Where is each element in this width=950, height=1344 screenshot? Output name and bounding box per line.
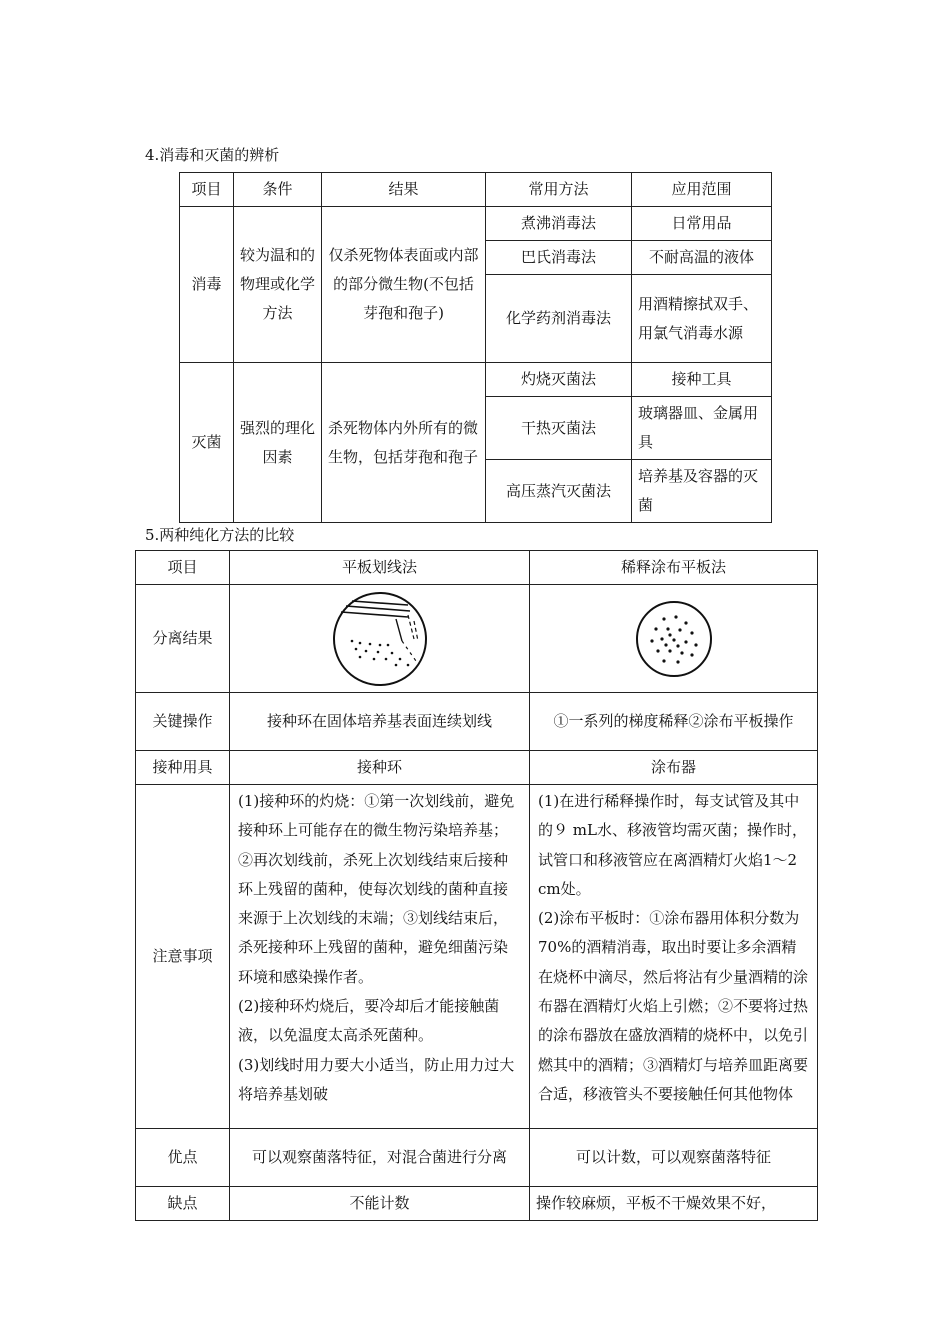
table-header-row <box>180 173 772 207</box>
method-cell: 煮沸消毒法 <box>486 207 632 241</box>
table-row <box>136 693 818 751</box>
streak-note-2: (2)接种环灼烧后，要冷却后才能接触菌液，以免温度太高杀死菌种。 <box>238 997 500 1045</box>
streak-note-3: (3)划线时用力要大小适当，防止用力过大将培养基划破 <box>238 1055 515 1103</box>
header-item: 项目 <box>136 551 230 585</box>
row-label: 分离结果 <box>136 585 230 693</box>
header-scope: 应用范围 <box>632 173 772 207</box>
scope-cell: 接种工具 <box>632 363 772 397</box>
header-spread: 稀释涂布平板法 <box>530 551 818 585</box>
table-row <box>136 751 818 785</box>
scope-cell: 培养基及容器的灭菌 <box>632 460 772 523</box>
scope-cell: 用酒精擦拭双手、用氯气消毒水源 <box>632 275 772 363</box>
method-cell: 巴氏消毒法 <box>486 241 632 275</box>
spread-tool: 涂布器 <box>530 751 818 785</box>
disinfection-label: 消毒 <box>180 207 234 363</box>
spread-pros: 可以计数，可以观察菌落特征 <box>530 1129 818 1187</box>
scope-cell: 不耐高温的液体 <box>632 241 772 275</box>
method-cell: 化学药剂消毒法 <box>486 275 632 363</box>
streak-plate-figure <box>230 585 530 693</box>
row-label: 关键操作 <box>136 693 230 751</box>
sterilization-condition: 强烈的理化因素 <box>234 363 322 523</box>
table-row <box>180 207 772 241</box>
row-label: 优点 <box>136 1129 230 1187</box>
row-label: 注意事项 <box>136 785 230 1129</box>
method-cell: 灼烧灭菌法 <box>486 363 632 397</box>
spread-note-1: (1)在进行稀释操作时，每支试管及其中的９ mL水、移液管均需灭菌；操作时，试管口和移液管应在离酒精灯火焰1～2 cm处。 <box>538 792 807 898</box>
disinfection-condition: 较为温和的物理或化学方法 <box>234 207 322 363</box>
sterilization-result: 杀死物体内外所有的微生物，包括芽孢和孢子 <box>322 363 486 523</box>
spread-plate-figure <box>530 585 818 693</box>
table-row <box>180 363 772 397</box>
method-cell: 高压蒸汽灭菌法 <box>486 460 632 523</box>
streak-cons: 不能计数 <box>230 1187 530 1221</box>
streak-key-op: 接种环在固体培养基表面连续划线 <box>230 693 530 751</box>
spread-notes <box>530 785 818 1129</box>
row-label: 缺点 <box>136 1187 230 1221</box>
table-row <box>136 1129 818 1187</box>
header-result: 结果 <box>322 173 486 207</box>
row-label: 接种用具 <box>136 751 230 785</box>
header-streak: 平板划线法 <box>230 551 530 585</box>
scope-cell: 日常用品 <box>632 207 772 241</box>
table-row <box>136 1187 818 1221</box>
spread-cons: 操作较麻烦，平板不干燥效果不好， <box>530 1187 818 1221</box>
scope-cell: 玻璃器皿、金属用具 <box>632 397 772 460</box>
disinfection-sterilization-table <box>179 172 772 523</box>
streak-pros: 可以观察菌落特征，对混合菌进行分离 <box>230 1129 530 1187</box>
streak-note-1: (1)接种环的灼烧：①第一次划线前，避免接种环上可能存在的微生物污染培养基；②再次划线前，杀死上次划线结束后接种环上残留的菌种，使每次划线的菌种直接来源于上次划线的末端；③划线结束后，杀死接种环上残留的菌种，避免细菌污染环境和感染操作者。 <box>238 792 515 986</box>
table-header-row <box>136 551 818 585</box>
purification-comparison-table <box>135 550 818 1221</box>
header-condition: 条件 <box>234 173 322 207</box>
spread-key-op: ①一系列的梯度稀释②涂布平板操作 <box>530 693 818 751</box>
header-method: 常用方法 <box>486 173 632 207</box>
streak-tool: 接种环 <box>230 751 530 785</box>
method-cell: 干热灭菌法 <box>486 397 632 460</box>
streak-plate-diagram <box>330 589 430 689</box>
section5-heading: 5.两种纯化方法的比较 <box>145 526 295 544</box>
disinfection-result: 仅杀死物体表面或内部的部分微生物(不包括芽孢和孢子) <box>322 207 486 363</box>
streak-notes <box>230 785 530 1129</box>
table-row <box>136 585 818 693</box>
section4-heading: 4.消毒和灭菌的辨析 <box>145 146 280 164</box>
spread-plate-diagram <box>634 599 714 679</box>
spread-note-2: (2)涂布平板时：①涂布器用体积分数为70%的酒精消毒，取出时要让多余酒精在烧杯中滴尽，然后将沾有少量酒精的涂布器在酒精灯火焰上引燃；②不要将过热的涂布器放在盛放酒精的烧杯中，以免引燃其中的酒精；③酒精灯与培养皿距离要合适，移液管头不要接触任何其他物体 <box>538 909 809 1103</box>
table-row <box>136 785 818 1129</box>
sterilization-label: 灭菌 <box>180 363 234 523</box>
header-item: 项目 <box>180 173 234 207</box>
